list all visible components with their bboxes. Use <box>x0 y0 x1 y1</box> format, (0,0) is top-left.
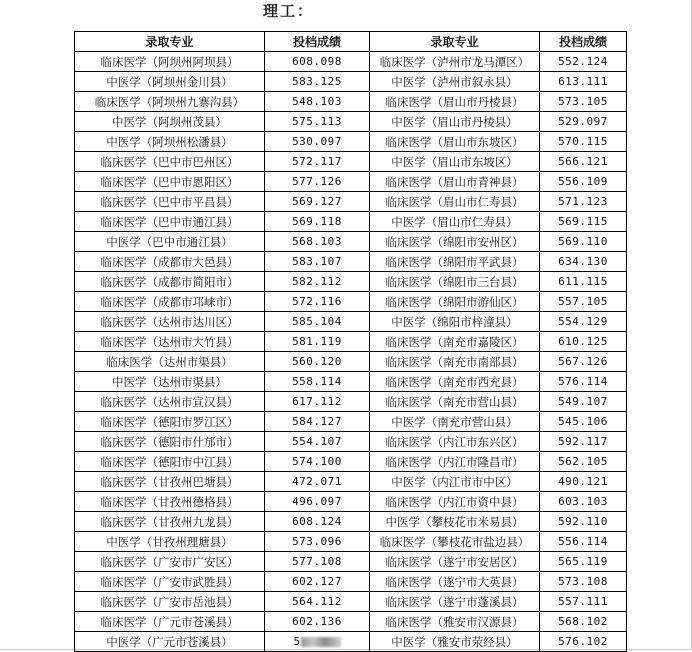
cell-major-right: 临床医学（内江市资中县） <box>370 492 540 512</box>
cell-score-left: 577.108 <box>265 552 370 572</box>
cell-score-left: 496.097 <box>265 492 370 512</box>
cell-major-right: 临床医学（雅安市汉源县） <box>370 612 540 632</box>
header-score-right: 投档成绩 <box>540 32 627 52</box>
cell-major-left: 中医学（阿坝州松潘县） <box>75 132 265 152</box>
redacted-score <box>301 637 341 647</box>
cell-major-left: 临床医学（德阳市什邡市） <box>75 432 265 452</box>
table-row <box>75 452 627 472</box>
header-major-right: 录取专业 <box>370 32 540 52</box>
cell-major-right: 临床医学（绵阳市平武县） <box>370 252 540 272</box>
cell-score-right: 571.123 <box>540 192 627 212</box>
cell-major-left: 临床医学（阿坝州阿坝县） <box>75 52 265 72</box>
cell-major-left: 中医学（巴中市通江县） <box>75 232 265 252</box>
cell-score-right: 556.109 <box>540 172 627 192</box>
cell-score-right: 592.110 <box>540 512 627 532</box>
cell-score-right: 562.105 <box>540 452 627 472</box>
table-row <box>75 492 627 512</box>
table-row <box>75 232 627 252</box>
cell-major-left: 临床医学（巴中市巴州区） <box>75 152 265 172</box>
table-row <box>75 632 627 652</box>
table-row <box>75 412 627 432</box>
cell-score-left: 582.112 <box>265 272 370 292</box>
table-row <box>75 432 627 452</box>
cell-major-left: 临床医学（达州市宣汉县） <box>75 392 265 412</box>
cell-major-left: 临床医学（成都市邛崃市） <box>75 292 265 312</box>
cell-major-right: 临床医学（眉山市青神县） <box>370 172 540 192</box>
table-row <box>75 392 627 412</box>
cell-major-left: 临床医学（阿坝州九寨沟县） <box>75 92 265 112</box>
cell-score-right: 566.121 <box>540 152 627 172</box>
cell-score-right: 549.107 <box>540 392 627 412</box>
cell-major-left: 临床医学（广元市苍溪县） <box>75 612 265 632</box>
cell-major-right: 中医学（眉山市丹棱县） <box>370 112 540 132</box>
cell-major-left: 临床医学（巴中市通江县） <box>75 212 265 232</box>
cell-major-right: 临床医学（南充市西充县） <box>370 372 540 392</box>
cell-major-left: 中医学（广元市苍溪县） <box>75 632 265 652</box>
cell-major-right: 临床医学（眉山市丹棱县） <box>370 92 540 112</box>
table-row <box>75 372 627 392</box>
cell-score-right: 569.115 <box>540 212 627 232</box>
table-row <box>75 132 627 152</box>
cell-score-left: 569.118 <box>265 212 370 232</box>
cell-score-left: 575.113 <box>265 112 370 132</box>
cell-score-left: 564.112 <box>265 592 370 612</box>
cell-score-left: 617.112 <box>265 392 370 412</box>
cell-score-right: 554.129 <box>540 312 627 332</box>
cell-score-left: 5 <box>265 632 370 652</box>
cell-score-right: 556.114 <box>540 532 627 552</box>
table-row <box>75 512 627 532</box>
cell-score-left: 574.100 <box>265 452 370 472</box>
table-row <box>75 592 627 612</box>
cell-major-left: 中医学（达州市渠县） <box>75 372 265 392</box>
cell-major-right: 临床医学（遂宁市安居区） <box>370 552 540 572</box>
cell-major-right: 中医学（泸州市叙永县） <box>370 72 540 92</box>
cell-score-right: 613.111 <box>540 72 627 92</box>
cell-score-left: 568.103 <box>265 232 370 252</box>
table-row <box>75 472 627 492</box>
cell-major-left: 临床医学（成都市简阳市） <box>75 272 265 292</box>
cell-major-left: 临床医学（达州市大竹县） <box>75 332 265 352</box>
cell-score-left: 608.098 <box>265 52 370 72</box>
cell-score-right: 576.114 <box>540 372 627 392</box>
cell-major-left: 临床医学（广安市广安区） <box>75 552 265 572</box>
cell-major-left: 中医学（阿坝州茂县） <box>75 112 265 132</box>
table-body <box>75 52 627 652</box>
cell-score-left: 548.103 <box>265 92 370 112</box>
cell-score-right: 557.105 <box>540 292 627 312</box>
table-row <box>75 612 627 632</box>
cell-major-left: 临床医学（达州市达川区） <box>75 312 265 332</box>
cell-score-left: 558.114 <box>265 372 370 392</box>
cell-major-right: 中医学（攀枝花市米易县） <box>370 512 540 532</box>
cell-major-right: 临床医学（攀枝花市盐边县） <box>370 532 540 552</box>
cell-major-left: 临床医学（德阳市中江县） <box>75 452 265 472</box>
cell-score-right: 573.108 <box>540 572 627 592</box>
cell-score-left: 569.127 <box>265 192 370 212</box>
table-row <box>75 572 627 592</box>
cell-score-right: 557.111 <box>540 592 627 612</box>
cell-score-left: 602.136 <box>265 612 370 632</box>
cell-major-right: 临床医学（内江市东兴区） <box>370 432 540 452</box>
cell-score-left: 602.127 <box>265 572 370 592</box>
cell-score-left: 530.097 <box>265 132 370 152</box>
table-row <box>75 212 627 232</box>
cell-score-right: 565.119 <box>540 552 627 572</box>
header-major-left: 录取专业 <box>75 32 265 52</box>
cell-major-left: 临床医学（巴中市恩阳区） <box>75 172 265 192</box>
cell-major-right: 临床医学（眉山市仁寿县） <box>370 192 540 212</box>
cell-major-right: 临床医学（绵阳市游仙区） <box>370 292 540 312</box>
cell-major-left: 临床医学（甘孜州德格县） <box>75 492 265 512</box>
cell-score-left: 581.119 <box>265 332 370 352</box>
cell-score-right: 576.102 <box>540 632 627 652</box>
cell-major-left: 临床医学（甘孜州九龙县） <box>75 512 265 532</box>
table-row <box>75 272 627 292</box>
cell-score-right: 570.115 <box>540 132 627 152</box>
cell-major-right: 中医学（眉山市仁寿县） <box>370 212 540 232</box>
header-score-left: 投档成绩 <box>265 32 370 52</box>
cell-score-left: 560.120 <box>265 352 370 372</box>
cell-score-right: 552.124 <box>540 52 627 72</box>
cell-score-right: 603.103 <box>540 492 627 512</box>
cell-major-right: 临床医学（遂宁市蓬溪县） <box>370 592 540 612</box>
cell-score-left: 572.117 <box>265 152 370 172</box>
table-row <box>75 252 627 272</box>
admission-score-table <box>74 31 627 652</box>
cell-major-right: 中医学（内江市市中区） <box>370 472 540 492</box>
cell-score-right: 634.130 <box>540 252 627 272</box>
cell-major-left: 临床医学（甘孜州巴塘县） <box>75 472 265 492</box>
table-row <box>75 312 627 332</box>
cell-score-right: 567.126 <box>540 352 627 372</box>
cell-major-right: 中医学（雅安市荥经县） <box>370 632 540 652</box>
section-heading: 理工： <box>263 2 315 20</box>
cell-major-right: 临床医学（内江市隆昌市） <box>370 452 540 472</box>
cell-major-right: 临床医学（绵阳市三台县） <box>370 272 540 292</box>
cell-major-right: 临床医学（绵阳市安州区） <box>370 232 540 252</box>
cell-score-left: 583.107 <box>265 252 370 272</box>
cell-major-right: 临床医学（遂宁市大英县） <box>370 572 540 592</box>
cell-major-left: 临床医学（广安市武胜县） <box>75 572 265 592</box>
cell-major-left: 临床医学（巴中市平昌县） <box>75 192 265 212</box>
cell-score-right: 569.110 <box>540 232 627 252</box>
table-row <box>75 152 627 172</box>
cell-major-left: 临床医学（成都市大邑县） <box>75 252 265 272</box>
table-header-row <box>75 32 627 52</box>
cell-major-right: 临床医学（南充市嘉陵区） <box>370 332 540 352</box>
cell-score-left: 577.126 <box>265 172 370 192</box>
table-row <box>75 552 627 572</box>
table-row <box>75 292 627 312</box>
cell-score-left: 584.127 <box>265 412 370 432</box>
cell-major-right: 临床医学（南充市营山县） <box>370 392 540 412</box>
cell-score-left: 608.124 <box>265 512 370 532</box>
cell-major-right: 临床医学（眉山市东坡区） <box>370 132 540 152</box>
cell-score-left: 572.116 <box>265 292 370 312</box>
cell-score-left: 573.096 <box>265 532 370 552</box>
cell-score-right: 490.121 <box>540 472 627 492</box>
cell-score-left: 472.071 <box>265 472 370 492</box>
cell-score-right: 611.115 <box>540 272 627 292</box>
table-row <box>75 352 627 372</box>
cell-major-right: 临床医学（泸州市龙马潭区） <box>370 52 540 72</box>
table-row <box>75 72 627 92</box>
cell-major-left: 临床医学（达州市渠县） <box>75 352 265 372</box>
cell-score-left: 554.107 <box>265 432 370 452</box>
table-row <box>75 332 627 352</box>
cell-major-left: 中医学（阿坝州金川县） <box>75 72 265 92</box>
cell-major-left: 临床医学（德阳市罗江区） <box>75 412 265 432</box>
cell-major-right: 临床医学（南充市南部县） <box>370 352 540 372</box>
cell-score-right: 545.106 <box>540 412 627 432</box>
cell-score-left: 585.104 <box>265 312 370 332</box>
table-row <box>75 92 627 112</box>
cell-score-right: 568.102 <box>540 612 627 632</box>
table-row <box>75 532 627 552</box>
cell-score-right: 592.117 <box>540 432 627 452</box>
cell-score-left: 583.125 <box>265 72 370 92</box>
cell-major-right: 中医学（绵阳市梓潼县） <box>370 312 540 332</box>
table-row <box>75 112 627 132</box>
cell-major-left: 中医学（甘孜州理塘县） <box>75 532 265 552</box>
cell-score-right: 573.105 <box>540 92 627 112</box>
cell-major-right: 中医学（眉山市东坡区） <box>370 152 540 172</box>
cell-score-right: 610.125 <box>540 332 627 352</box>
table-row <box>75 172 627 192</box>
cell-major-right: 中医学（南充市营山县） <box>370 412 540 432</box>
table-row <box>75 192 627 212</box>
table-row <box>75 52 627 72</box>
cell-score-right: 529.097 <box>540 112 627 132</box>
cell-major-left: 临床医学（广安市岳池县） <box>75 592 265 612</box>
